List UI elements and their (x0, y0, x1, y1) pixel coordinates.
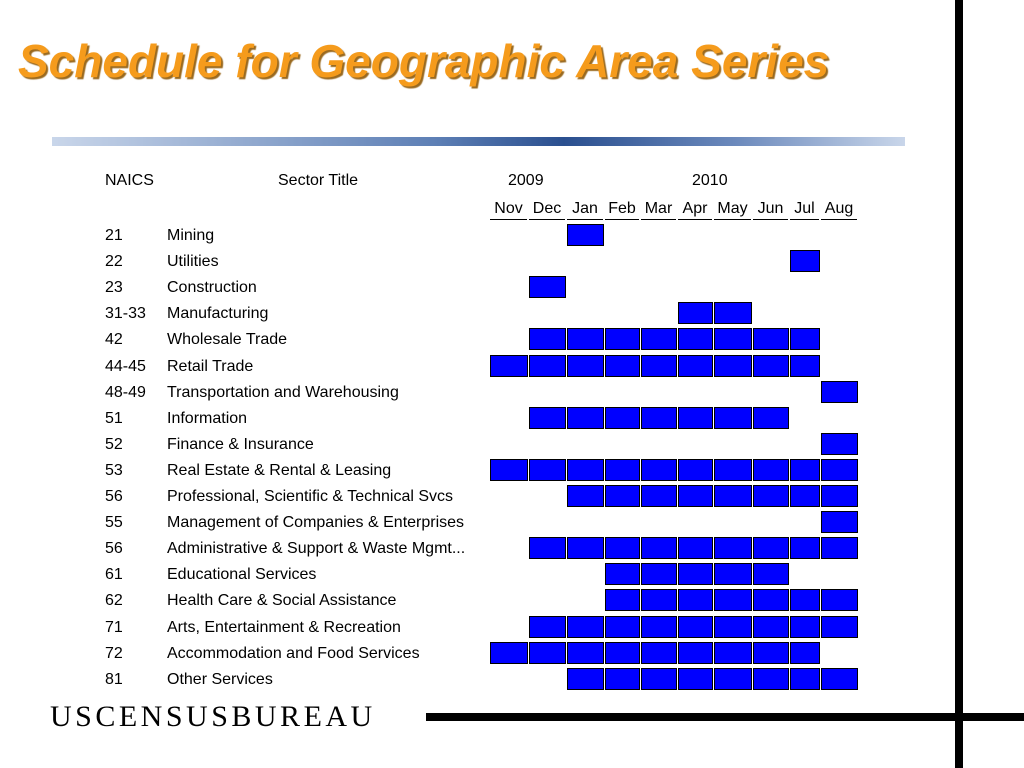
schedule-cell-jun (753, 642, 789, 664)
schedule-cell-jun (753, 616, 789, 638)
table-row (0, 354, 900, 380)
schedule-cell-feb (605, 355, 640, 377)
schedule-cell-nov (490, 355, 528, 377)
schedule-cell-aug (821, 485, 858, 507)
month-header-jul: Jul (790, 198, 819, 220)
schedule-cell-aug (821, 511, 858, 533)
schedule-cell-jun (753, 459, 789, 481)
census-bureau-logo: USCENSUSBUREAU (50, 700, 376, 733)
schedule-cell-apr (678, 302, 713, 324)
schedule-cell-jul (790, 459, 820, 481)
schedule-cell-jun (753, 563, 789, 585)
table-row (0, 432, 900, 458)
naics-code: 44-45 (105, 358, 146, 375)
naics-code: 22 (105, 253, 123, 270)
schedule-cell-feb (605, 459, 640, 481)
schedule-cell-apr (678, 642, 713, 664)
schedule-cell-jul (790, 485, 820, 507)
title-divider (52, 137, 905, 146)
schedule-cell-dec (529, 407, 566, 429)
month-header-nov: Nov (490, 198, 527, 220)
month-header-apr: Apr (678, 198, 712, 220)
schedule-cell-feb (605, 485, 640, 507)
sector-title: Finance & Insurance (167, 436, 314, 453)
schedule-cell-jan (567, 485, 604, 507)
naics-code: 56 (105, 540, 123, 557)
schedule-cell-feb (605, 616, 640, 638)
schedule-cell-nov (490, 642, 528, 664)
schedule-cell-aug (821, 537, 858, 559)
schedule-cell-jul (790, 616, 820, 638)
naics-code: 48-49 (105, 384, 146, 401)
schedule-cell-jun (753, 328, 789, 350)
schedule-cell-jan (567, 668, 604, 690)
schedule-cell-jan (567, 459, 604, 481)
schedule-cell-jan (567, 355, 604, 377)
sector-title: Educational Services (167, 566, 317, 583)
table-row (0, 275, 900, 301)
schedule-cell-jul (790, 589, 820, 611)
naics-code: 31-33 (105, 305, 146, 322)
sector-title: Real Estate & Rental & Leasing (167, 462, 392, 479)
schedule-cell-may (714, 459, 752, 481)
sector-title: Other Services (167, 671, 273, 688)
naics-code: 52 (105, 436, 123, 453)
schedule-cell-jan (567, 224, 604, 246)
sector-title: Manufacturing (167, 305, 269, 322)
schedule-cell-mar (641, 616, 677, 638)
schedule-cell-jun (753, 355, 789, 377)
schedule-cell-feb (605, 563, 640, 585)
schedule-cell-dec (529, 642, 566, 664)
schedule-cell-feb (605, 407, 640, 429)
schedule-cell-may (714, 616, 752, 638)
table-row (0, 458, 900, 484)
schedule-cell-apr (678, 589, 713, 611)
naics-code: 81 (105, 671, 123, 688)
schedule-cell-apr (678, 328, 713, 350)
table-row (0, 536, 900, 562)
naics-code: 72 (105, 645, 123, 662)
table-row (0, 615, 900, 641)
sector-title: Administrative & Support & Waste Mgmt... (167, 540, 466, 557)
schedule-cell-may (714, 642, 752, 664)
sector-title: Information (167, 410, 248, 427)
sector-title-header: Sector Title (278, 172, 359, 189)
table-row (0, 641, 900, 667)
schedule-cell-jun (753, 589, 789, 611)
schedule-cell-jul (790, 537, 820, 559)
schedule-cell-jun (753, 407, 789, 429)
table-row (0, 223, 900, 249)
table-row (0, 667, 900, 693)
year-2010-header: 2010 (692, 172, 728, 189)
table-row (0, 588, 900, 614)
naics-code: 71 (105, 619, 123, 636)
schedule-cell-mar (641, 355, 677, 377)
sector-title: Accommodation and Food Services (167, 645, 420, 662)
sector-title: Arts, Entertainment & Recreation (167, 619, 401, 636)
sector-title: Construction (167, 279, 257, 296)
sector-title: Management of Companies & Enterprises (167, 514, 465, 531)
schedule-cell-aug (821, 459, 858, 481)
schedule-cell-jan (567, 537, 604, 559)
schedule-cell-may (714, 668, 752, 690)
sector-title: Utilities (167, 253, 219, 270)
naics-code: 51 (105, 410, 123, 427)
slide-title: Schedule for Geographic Area Series (18, 35, 830, 87)
schedule-cell-may (714, 589, 752, 611)
schedule-cell-mar (641, 407, 677, 429)
schedule-cell-may (714, 355, 752, 377)
table-row (0, 510, 900, 536)
schedule-cell-may (714, 563, 752, 585)
schedule-cell-jul (790, 328, 820, 350)
month-header-jan: Jan (567, 198, 603, 220)
schedule-cell-dec (529, 459, 566, 481)
month-header-aug: Aug (821, 198, 857, 220)
schedule-cell-feb (605, 589, 640, 611)
naics-code: 62 (105, 592, 123, 609)
schedule-cell-may (714, 537, 752, 559)
schedule-cell-aug (821, 381, 858, 403)
schedule-cell-jun (753, 485, 789, 507)
schedule-cell-mar (641, 589, 677, 611)
schedule-cell-mar (641, 459, 677, 481)
schedule-cell-apr (678, 485, 713, 507)
schedule-cell-apr (678, 563, 713, 585)
schedule-cell-jan (567, 328, 604, 350)
month-header-jun: Jun (753, 198, 788, 220)
schedule-cell-may (714, 485, 752, 507)
schedule-cell-may (714, 328, 752, 350)
table-row (0, 249, 900, 275)
schedule-cell-mar (641, 485, 677, 507)
table-row (0, 301, 900, 327)
schedule-cell-dec (529, 616, 566, 638)
schedule-cell-jun (753, 537, 789, 559)
schedule-cell-jul (790, 250, 820, 272)
schedule-cell-aug (821, 433, 858, 455)
schedule-cell-jul (790, 355, 820, 377)
schedule-cell-aug (821, 616, 858, 638)
sector-title: Transportation and Warehousing (167, 384, 399, 401)
schedule-cell-apr (678, 459, 713, 481)
schedule-cell-feb (605, 642, 640, 664)
schedule-cell-jul (790, 668, 820, 690)
schedule-cell-jan (567, 616, 604, 638)
naics-code: 53 (105, 462, 123, 479)
month-header-dec: Dec (529, 198, 565, 220)
schedule-cell-dec (529, 355, 566, 377)
schedule-cell-may (714, 302, 752, 324)
schedule-cell-dec (529, 328, 566, 350)
schedule-cell-apr (678, 407, 713, 429)
schedule-cell-jan (567, 407, 604, 429)
table-row (0, 327, 900, 353)
schedule-cell-feb (605, 537, 640, 559)
naics-code: 21 (105, 227, 123, 244)
schedule-cell-jan (567, 642, 604, 664)
sector-title: Retail Trade (167, 358, 254, 375)
schedule-cell-may (714, 407, 752, 429)
schedule-cell-mar (641, 328, 677, 350)
schedule-cell-apr (678, 616, 713, 638)
sector-title: Mining (167, 227, 215, 244)
schedule-cell-apr (678, 537, 713, 559)
naics-code: 42 (105, 331, 123, 348)
naics-code: 56 (105, 488, 123, 505)
schedule-cell-mar (641, 563, 677, 585)
naics-code: 23 (105, 279, 123, 296)
sector-title: Wholesale Trade (167, 331, 288, 348)
naics-code: 61 (105, 566, 123, 583)
month-header-feb: Feb (605, 198, 639, 220)
schedule-cell-apr (678, 668, 713, 690)
schedule-cell-feb (605, 668, 640, 690)
footer-rule (426, 713, 1024, 721)
schedule-cell-mar (641, 642, 677, 664)
schedule-cell-feb (605, 328, 640, 350)
sector-title: Health Care & Social Assistance (167, 592, 397, 609)
schedule-cell-jul (790, 642, 820, 664)
schedule-cell-aug (821, 589, 858, 611)
month-header-mar: Mar (641, 198, 676, 220)
schedule-cell-nov (490, 459, 528, 481)
naics-header: NAICS (105, 172, 154, 189)
table-row (0, 484, 900, 510)
schedule-cell-jun (753, 668, 789, 690)
schedule-cell-dec (529, 276, 566, 298)
schedule-cell-aug (821, 668, 858, 690)
table-row (0, 406, 900, 432)
month-header-may: May (714, 198, 751, 220)
year-2009-header: 2009 (508, 172, 544, 189)
sector-title: Professional, Scientific & Technical Svcs (167, 488, 454, 505)
schedule-cell-mar (641, 537, 677, 559)
vertical-rule (955, 0, 963, 768)
schedule-cell-dec (529, 537, 566, 559)
schedule-cell-apr (678, 355, 713, 377)
table-row (0, 562, 900, 588)
table-row (0, 380, 900, 406)
naics-code: 55 (105, 514, 123, 531)
schedule-cell-mar (641, 668, 677, 690)
